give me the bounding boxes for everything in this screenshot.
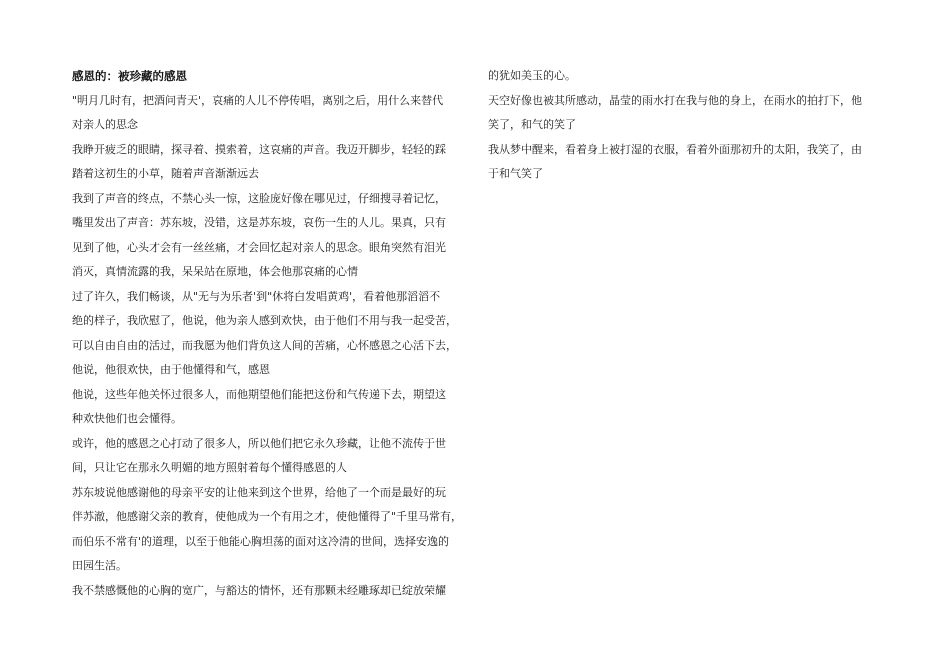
text-line: 嘴里发出了声音：苏东坡，没错，这是苏东坡，哀伤一生的人儿。果真，只有 (72, 216, 446, 229)
text-line: 的犹如美玉的心。 (488, 69, 576, 82)
right-body-text (488, 64, 880, 187)
document-title: 感恩的：被珍藏的感恩 (72, 69, 187, 83)
text-line: 绝的样子，我欣慰了，他说，他为亲人感到欢快，由于他们不用与我一起受苦， (72, 314, 457, 327)
left-column (72, 64, 472, 603)
text-line: 笑了，和气的笑了 (488, 118, 576, 131)
right-column (488, 64, 880, 187)
text-line: 消灭，真情流露的我，呆呆站在原地，体会他那哀痛的心情 (72, 265, 358, 278)
text-line: 而伯乐不常有'的道理，以至于他能心胸坦荡的面对这冷清的世间，选择安逸的 (72, 534, 450, 548)
text-line: 苏东坡说他感谢他的母亲平安的让他来到这个世界，给他了一个而是最好的玩 (72, 485, 446, 499)
text-line: 我睁开疲乏的眼睛，探寻着、摸索着，这哀痛的声音。我迈开脚步，轻轻的踩 (72, 142, 446, 156)
text-line: 田园生活。 (72, 559, 127, 572)
text-line: 见到了他，心头才会有一丝丝痛，才会回忆起对亲人的思念。眼角突然有泪光 (72, 240, 446, 254)
text-line: 对亲人的思念 (72, 118, 138, 131)
text-line: 他说，他很欢快，由于他懂得和气，感恩 (72, 363, 270, 376)
text-line: 天空好像也被其所感动，晶莹的雨水打在我与他的身上，在雨水的拍打下，他 (488, 93, 862, 107)
text-line: 伴苏澈，他感谢父亲的教育，使他成为一个有用之才，使他懂得了"千里马常有， (72, 510, 463, 523)
text-line: 或许，他的感恩之心打动了很多人，所以他们把它永久珍藏，让他不流传于世 (72, 436, 446, 450)
left-body-text (72, 89, 472, 604)
text-line: 于和气笑了 (488, 167, 543, 180)
text-line: 他说，这些年他关怀过很多人，而他期望他们能把这份和气传递下去，期望这 (72, 387, 446, 401)
text-line: 我从梦中醒来，看着身上被打湿的衣服，看着外面那初升的太阳，我笑了，由 (488, 142, 862, 156)
text-line: 种欢快他们也会懂得。 (72, 412, 182, 425)
text-line: 我不禁感慨他的心胸的宽广，与豁达的情怀，还有那颗未经雕琢却已绽放荣耀 (72, 583, 446, 597)
text-line: 间，只让它在那永久明媚的地方照射着每个懂得感恩的人 (72, 461, 347, 474)
text-line: 踏着这初生的小草，随着声音渐渐远去 (72, 167, 259, 180)
text-line: 过了许久，我们畅谈，从"无与为乐者'到"休将白发唱黄鸡'，看着他那滔滔不 (72, 289, 441, 303)
text-line: 可以自由自由的活过，而我愿为他们背负这人间的苦痛，心怀感恩之心活下去， (72, 338, 457, 352)
text-line: 我到了声音的终点，不禁心头一惊，这脸庞好像在哪见过，仔细搜寻着记忆， (72, 191, 446, 205)
text-line: "明月几时有，把酒问青天'，哀痛的人儿不停传唱，离别之后，用什么来替代 (72, 93, 444, 107)
